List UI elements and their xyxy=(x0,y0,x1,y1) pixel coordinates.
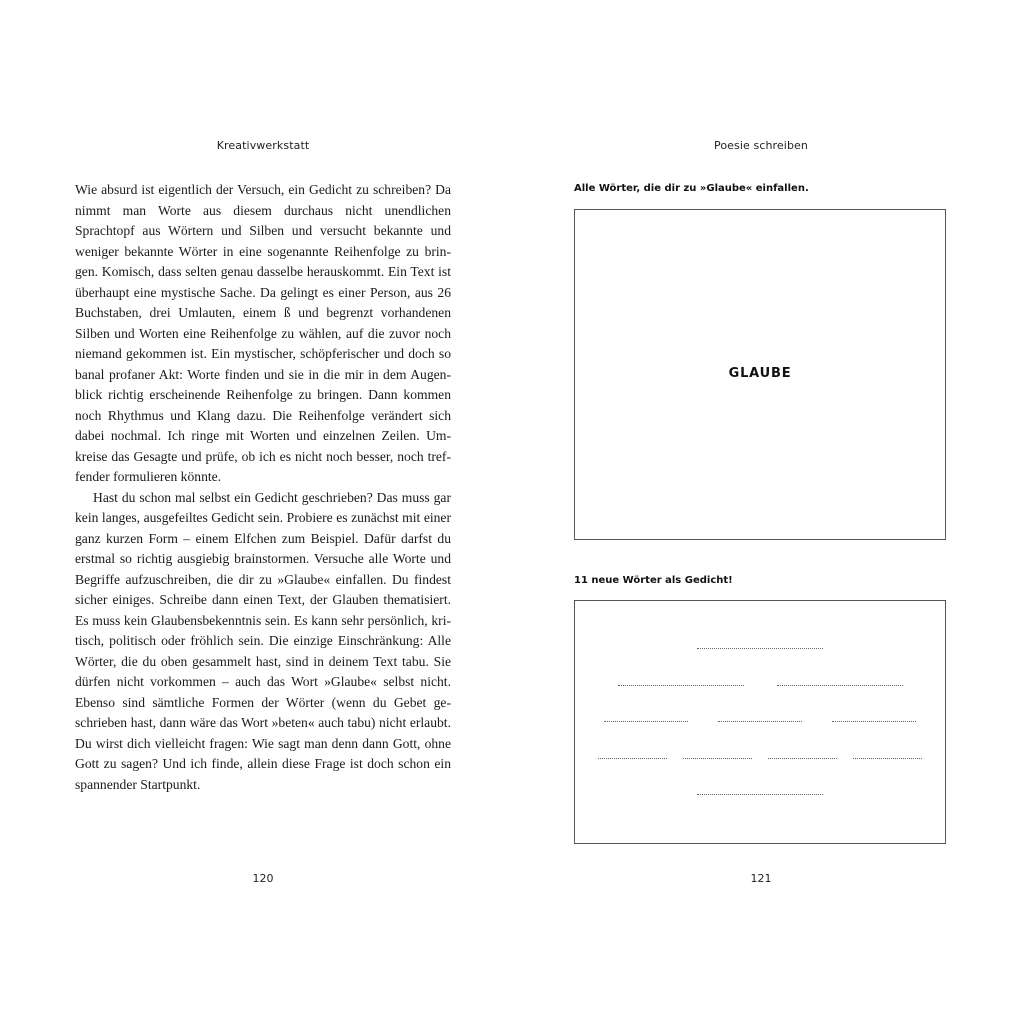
running-head-right: Poesie schreiben xyxy=(714,139,808,152)
word-blank[interactable] xyxy=(618,685,744,686)
running-head-left: Kreativwerkstatt xyxy=(216,139,310,152)
right-page xyxy=(512,0,1024,1024)
poem-line-row-2 xyxy=(575,685,945,686)
word-blank[interactable] xyxy=(604,721,688,722)
word-blank[interactable] xyxy=(768,758,837,759)
word-blank[interactable] xyxy=(697,648,823,649)
word-blank[interactable] xyxy=(832,721,916,722)
brainstorm-box[interactable] xyxy=(574,209,946,540)
body-text xyxy=(75,180,451,795)
center-word: GLAUBE xyxy=(728,366,792,381)
poem-line-row-4 xyxy=(575,758,945,759)
paragraph-2: Hast du schon mal selbst ein Gedicht geschrieben? Das muss gar kein langes, ausgefeiltes Gedicht sein. Probiere es zunächst mit einer ganz kurzen Form – einem Elfchen zum Beispiel. Dafür darfst du erstmal so richtig ausgiebig brainstormen. Versuche alle Worte und Begriffe aufzuschreiben, die dir zu »Glaube« einfallen. Du findest sicher einiges. Schreibe dann einen Text, der Glauben thematisiert. Es muss kein Glaubensbekenntnis sein. Es kann sehr persönlich, kritisch, politisch oder fröhlich sein. Die einzige Einschränkung: Alle Wörter, die du oben gesammelt hast, sind in deinem Text tabu. Sie dürfen nicht vorkommen – auch das Wort »Glaube« selbst nicht. Ebenso sind sämtliche Formen der Wörter (wenn du Gebet geschrieben hast, dann wäre das Wort »beten« auch tabu) nicht erlaubt. Du wirst dich vielleicht fragen: Wie sagt man denn dann Gott, ohne Gott zu sagen? Und ich finde, allein diese Frage ist doch schon ein spannender Startpunkt. xyxy=(75,489,451,792)
word-blank[interactable] xyxy=(853,758,922,759)
poem-box xyxy=(574,600,946,844)
poem-line-row-1 xyxy=(575,648,945,649)
word-blank[interactable] xyxy=(777,685,903,686)
paragraph-1: Wie absurd ist eigentlich der Versuch, ein Gedicht zu schreiben? Da nimmt man Worte aus diesem durchaus nicht unendlichen Sprachtopf aus Wörtern und Silben und versucht bekannte und weniger bekannte Wörter in eine sogenannte Reihenfolge zu bringen. Komisch, dass selten genau dasselbe herauskommt. Ein Text ist überhaupt eine mystische Sache. Da gelingt es einer Person, aus 26 Buchstaben, drei Umlauten, einem ß und begrenzt vorhandenen Silben und Worten eine Reihenfolge zu wählen, auf die zuvor noch niemand gekommen ist. Ein mystischer, schöpferischer und doch so banal profaner Akt: Worte finden und sie in die mir in dem Augenblick richtig erscheinende Reihenfolge zu bringen. Dann kommen noch Rhythmus und Klang dazu. Die Reihenfolge verändert sich dabei nochmal. Ich ringe mit Worten und einzelnen Zeilen. Umkreise das Gesagte und prüfe, ob ich es nicht noch besser, noch treffender formulieren könnte. xyxy=(75,182,451,484)
word-blank[interactable] xyxy=(683,758,752,759)
brainstorm-heading: Alle Wörter, die dir zu »Glaube« einfallen. xyxy=(574,183,809,194)
page-number-right: 121 xyxy=(750,872,772,885)
word-blank[interactable] xyxy=(697,794,823,795)
page-number-left: 120 xyxy=(252,872,274,885)
poem-heading: 11 neue Wörter als Gedicht! xyxy=(574,575,733,586)
poem-line-row-3 xyxy=(575,721,945,722)
poem-line-row-5 xyxy=(575,794,945,795)
word-blank[interactable] xyxy=(718,721,802,722)
word-blank[interactable] xyxy=(598,758,667,759)
